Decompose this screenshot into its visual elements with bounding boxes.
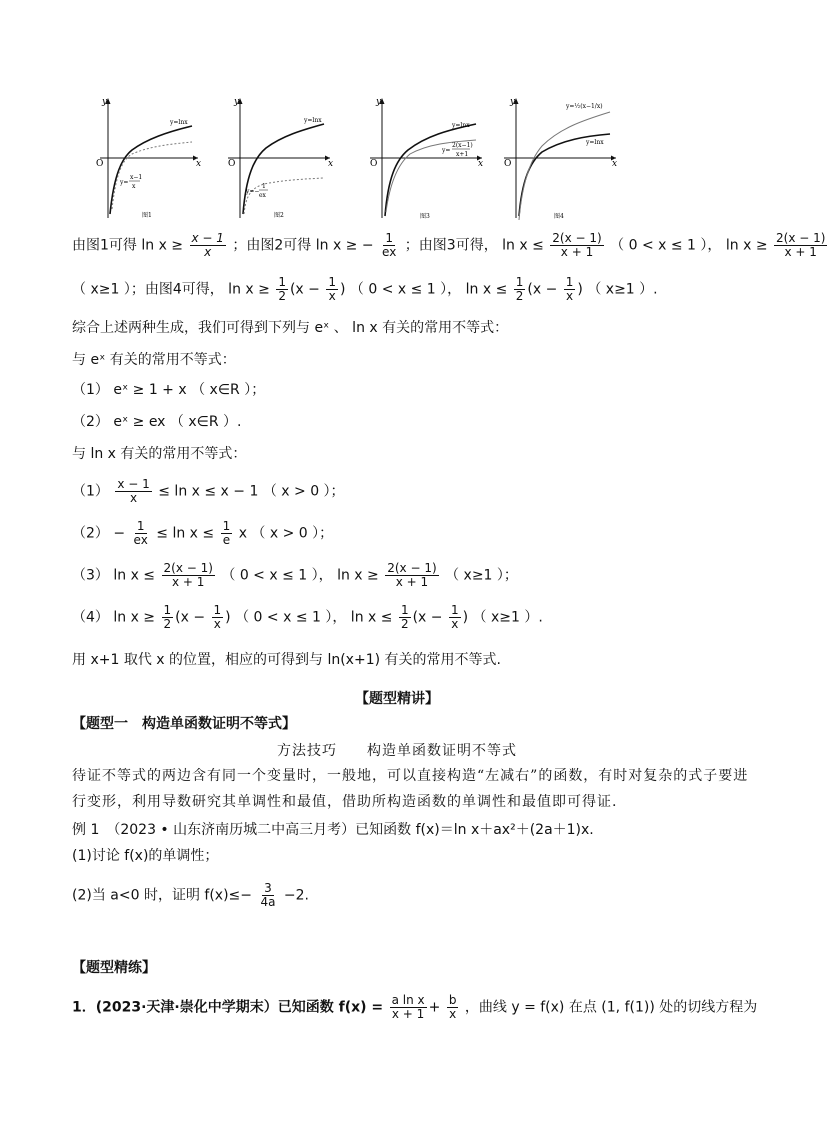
text-seg: （ x≥1 ）. [587, 281, 658, 298]
text-seg: (2)当 a<0 时，证明 f(x)≤− [72, 887, 252, 904]
fraction: $\frac{1}{ex}$ [382, 231, 397, 259]
text-line-12: 用 x+1 取代 x 的位置，相应的可得到与 ln(x+1) 有关的常用不等式. [72, 652, 501, 668]
curve2-den: ex [259, 192, 266, 199]
text-seg: （4） ln x ≥ [72, 609, 156, 626]
x-axis-label: x [196, 159, 202, 169]
fraction: $\frac{1}{ex}$ [133, 519, 148, 547]
text-seg: 1．(2023·天津·崇化中学期末）已知函数 f(x) = [72, 999, 384, 1016]
paragraph-line-1: 待证不等式的两边含有同一个变量时，一般地，可以直接构造“左减右”的函数，有时对复杂的式子要进 [72, 768, 749, 784]
method-heading: 方法技巧 构造单函数证明不等式 [277, 743, 517, 759]
curve2-label: y=½(x−1/x) [566, 103, 603, 110]
fraction: $\frac{1}{x}$ [450, 603, 459, 631]
fraction: $\frac{1}{2}$ [400, 603, 409, 631]
example-1-part-1: (1)讨论 f(x)的单调性； [72, 848, 219, 864]
figure-caption: 图2 [274, 212, 284, 219]
text-seg: （ 0 < x ≤ 1 ）， ln x ≤ [235, 609, 393, 626]
x-axis-label: x [478, 159, 484, 169]
x-axis-label: x [328, 159, 334, 169]
curve-label: y=lnx [170, 119, 188, 126]
origin-label: O [504, 159, 512, 169]
text-seg: ≤ ln x ≤ [156, 525, 215, 542]
fraction: $\frac{1}{2}$ [515, 275, 524, 303]
text-seg: （ 0 < x ≤ 1 ）， ln x ≥ [610, 237, 768, 254]
figure-4 [500, 94, 620, 222]
section-heading: 【题型精讲】 [355, 691, 439, 707]
curve2-prefix: y= [442, 147, 451, 154]
example-1-part-2 [72, 882, 309, 909]
text-seg: （3） ln x ≤ [72, 567, 156, 584]
text-line-3: 综合上述两种生成，我们可得到下列与 eˣ 、 ln x 有关的常用不等式： [72, 320, 509, 336]
y-axis-label: y [376, 97, 382, 107]
fraction: $\frac{1}{x}$ [328, 275, 336, 303]
curve2-den: x+1 [456, 151, 469, 158]
text-line-9 [72, 520, 333, 547]
curve2-prefix: y= [120, 179, 129, 186]
type-heading: 【题型一 构造单函数证明不等式】 [72, 716, 296, 732]
text-seg: ≤ ln x ≤ x − 1 （ x > 0 ）； [158, 483, 345, 500]
text-seg: ；由图3可得， ln x ≤ [404, 237, 544, 254]
fraction: $\frac{x - 1}{x}$ [191, 231, 224, 259]
text-seg: ；由图2可得 ln x ≥ − [232, 237, 374, 254]
text-seg: ，曲线 y = f(x) 在点 (1, f(1)) 处的切线方程为 [464, 999, 758, 1016]
fraction: $\frac{1}{2}$ [163, 603, 172, 631]
text-seg: x （ x > 0 ）； [238, 525, 334, 542]
y-axis-label: y [234, 97, 240, 107]
text-seg: （1） [72, 483, 109, 500]
figure-1 [92, 94, 202, 222]
text-line-4: 与 eˣ 有关的常用不等式： [72, 352, 236, 368]
fraction: $\frac{1}{x}$ [213, 603, 222, 631]
example-1: 例 1 （2023 • 山东济南历城二中高三月考）已知函数 f(x)＝ln x＋ax²＋(2a＋1)x. [72, 822, 594, 838]
text-seg: −2. [283, 887, 309, 904]
curve2-den: x [132, 183, 136, 190]
text-seg: 由图1可得 ln x ≥ [72, 237, 184, 254]
text-seg: （ x≥1 ）； [445, 567, 518, 584]
origin-label: O [96, 159, 104, 169]
y-axis-label: y [510, 97, 516, 107]
curve-label: y=lnx [452, 122, 470, 129]
text-line-1 [72, 232, 829, 259]
question-1: 1．(2023·天津·崇化中学期末）已知函数 f(x) = $\frac{\text{a ln x}}{x + 1}$ + $\frac{b}{x}$ ，曲线 y = f(x) 在点 (1, f(1)) 处的切线方程为 [72, 993, 758, 1021]
fraction: $\frac{2(x - 1)}{x + 1}$ [387, 561, 437, 589]
origin-label: O [228, 159, 236, 169]
fraction: $\frac{1}{x}$ [565, 275, 574, 303]
fraction: $\frac{1}{2}$ [278, 275, 286, 303]
text-seg: （ x≥1 ）；由图4可得， ln x ≥ [72, 281, 270, 298]
paragraph-line-2: 行变形，利用导数研究其单调性和最值，借助所构造函数的单调性和最值即可得证. [72, 794, 618, 810]
text-line-6: （2） eˣ ≥ ex （ x∈R ）. [72, 414, 242, 430]
origin-label: O [370, 159, 378, 169]
text-seg: （2） − [72, 525, 126, 542]
fraction: $\frac{3}{4a}$ [260, 881, 276, 909]
fraction: $\frac{b}{x}$ [448, 993, 457, 1021]
fraction: $\frac{\text{a ln x}}{x + 1}$ [391, 993, 425, 1021]
x-axis-label: x [612, 159, 618, 169]
practice-heading: 【题型精练】 [72, 960, 156, 976]
fraction: $\frac{2(x - 1)}{x + 1}$ [552, 231, 602, 259]
text-seg: （ 0 < x ≤ 1 ）， ln x ≥ [221, 567, 379, 584]
figure-2 [224, 94, 334, 222]
figure-caption: 图3 [420, 213, 430, 220]
text-line-7: 与 ln x 有关的常用不等式： [72, 446, 247, 462]
text-seg: （ x≥1 ）. [472, 609, 543, 626]
curve2-prefix: y=− [246, 188, 260, 195]
text-seg: （ 0 < x ≤ 1 ）， ln x ≤ [349, 281, 508, 298]
fraction: $\frac{x - 1}{x}$ [117, 477, 150, 505]
y-axis-label: y [102, 97, 108, 107]
curve-label: y=lnx [304, 117, 322, 124]
text-line-2: （ x≥1 ）；由图4可得， ln x ≥ $\frac{1}{2}$ (x − $\frac{1}{x}$ ) （ 0 < x ≤ 1 ）， ln x ≤ $\frac{1}{2}$ (x − $\frac{1}{x}$ ) （ x≥1 ）. [72, 275, 658, 303]
figure-3 [366, 94, 486, 222]
fraction: $\frac{2(x - 1)}{x + 1}$ [163, 561, 213, 589]
text-line-5: （1） eˣ ≥ 1 + x （ x∈R ）； [72, 382, 266, 398]
curve2-num: x−1 [130, 174, 143, 181]
curve2-num: 1 [262, 183, 266, 190]
figure-caption: 图4 [554, 213, 564, 220]
figure-caption: 图1 [142, 212, 152, 219]
fraction: $\frac{2(x - 1)}{x + 1}$ [776, 231, 826, 259]
curve2-num: 2(x−1) [452, 142, 473, 149]
curve-label: y=lnx [586, 139, 604, 146]
fraction: $\frac{1}{e}$ [222, 519, 231, 547]
text-line-11: （4） ln x ≥ $\frac{1}{2}$ (x − $\frac{1}{x}$ ) （ 0 < x ≤ 1 ）， ln x ≤ $\frac{1}{2}$ (x − $\frac{1}{x}$ ) （ x≥1 ）. [72, 603, 543, 631]
text-line-10 [72, 562, 518, 589]
text-line-8 [72, 478, 345, 505]
